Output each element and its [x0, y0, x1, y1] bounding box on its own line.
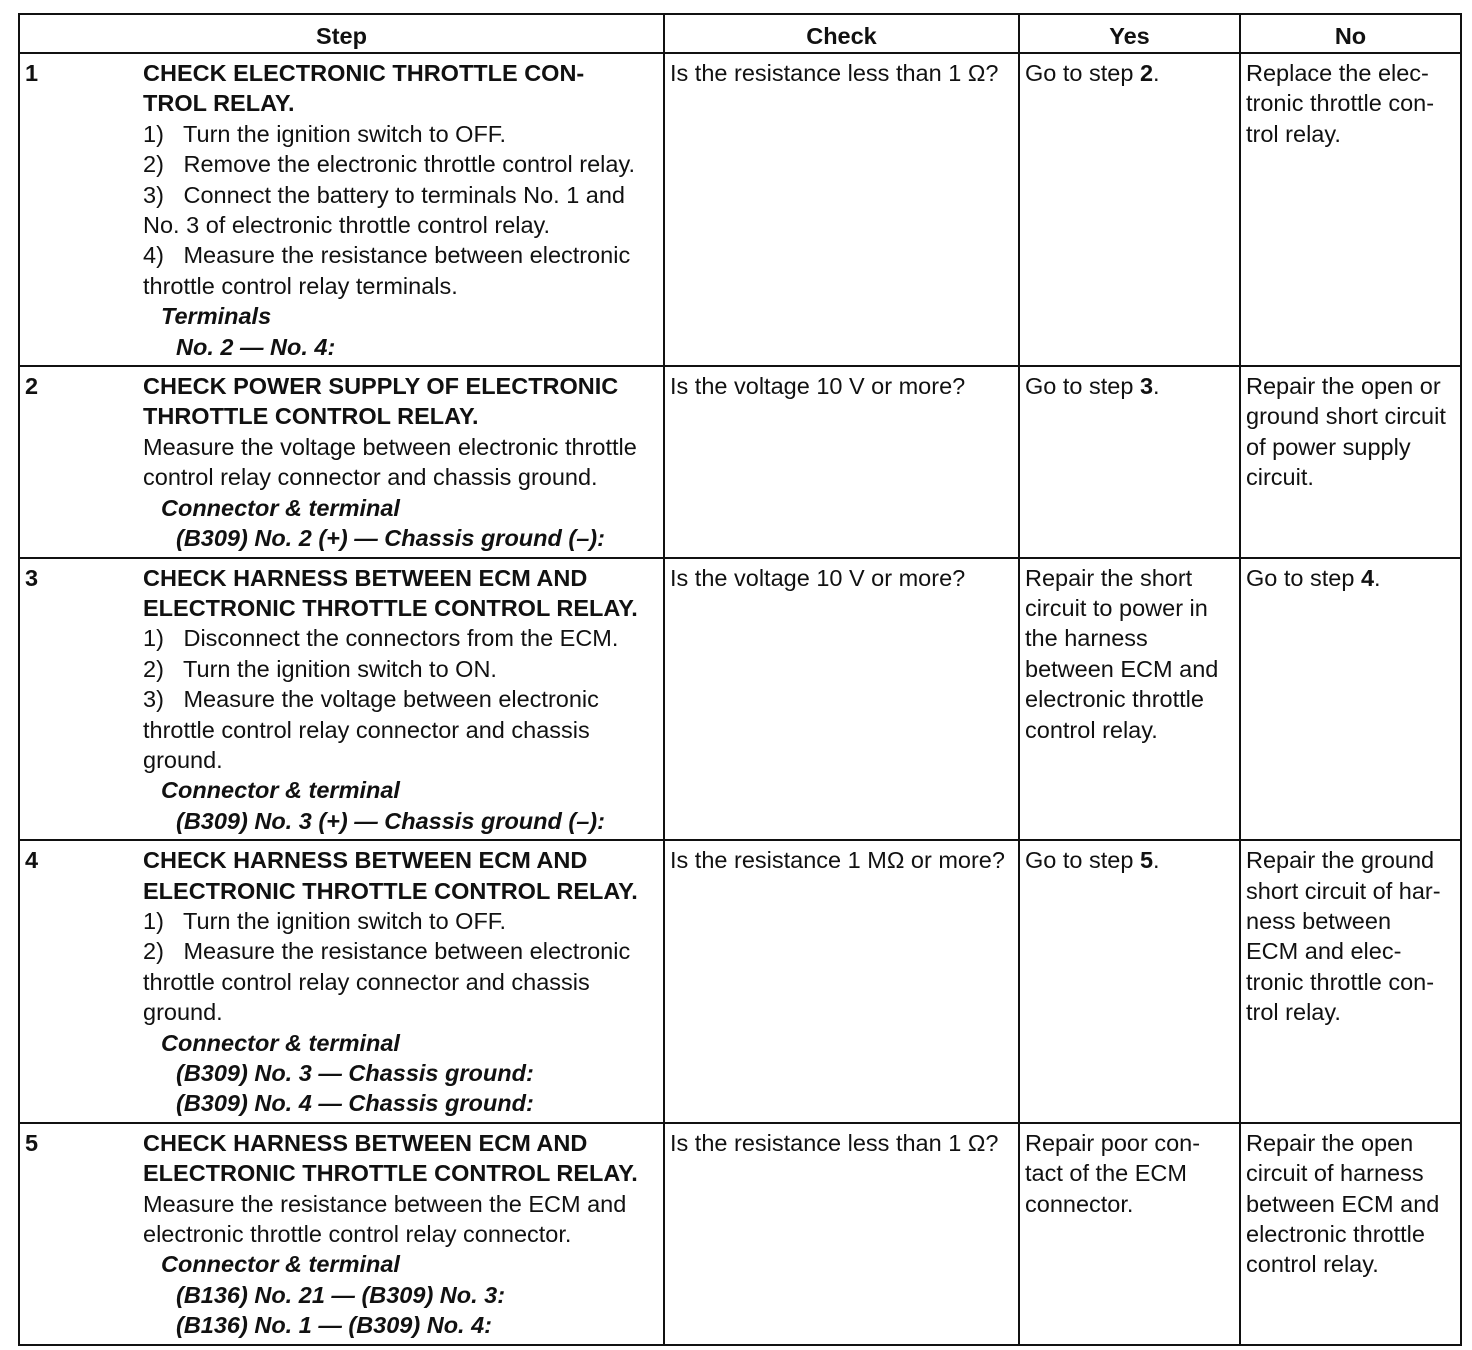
no-text: trol relay. — [1246, 120, 1341, 147]
no-cell — [1240, 558, 1461, 841]
yes-text: Repair poor con- — [1025, 1129, 1201, 1156]
step-instruction: 2) Measure the resistance between electronic — [143, 938, 631, 965]
step-title: CHECK POWER SUPPLY OF ELECTRONIC — [143, 373, 619, 400]
step-title: CHECK HARNESS BETWEEN ECM AND — [143, 847, 588, 874]
check-cell — [664, 53, 1019, 366]
step-instruction: 2) Turn the ignition switch to ON. — [143, 655, 497, 682]
check-cell — [664, 840, 1019, 1123]
table-row — [19, 1123, 1461, 1345]
no-text: Repair the open or — [1246, 373, 1441, 400]
no-text: Go to step 4. — [1246, 564, 1381, 591]
no-text: Repair the ground — [1246, 847, 1435, 874]
spec-value: No. 2 — No. 4: — [176, 333, 336, 360]
no-step-ref: 4 — [1360, 564, 1375, 591]
no-cell — [1240, 1123, 1461, 1345]
table-row — [19, 840, 1461, 1123]
check-text: Is the resistance less than 1 Ω? — [670, 1129, 999, 1156]
step-instruction: 1) Disconnect the connectors from the ECM. — [143, 625, 619, 652]
step-title: THROTTLE CONTROL RELAY. — [143, 403, 479, 430]
yes-text: control relay. — [1025, 716, 1158, 743]
step-instruction: 4) Measure the resistance between electronic — [143, 242, 631, 269]
yes-text: Go to step 5. — [1025, 847, 1160, 874]
check-text: Is the resistance less than 1 Ω? — [670, 60, 999, 86]
step-instruction: throttle control relay terminals. — [143, 272, 458, 299]
yes-text: between ECM and — [1025, 655, 1219, 682]
yes-cell — [1019, 366, 1240, 557]
step-instruction: control relay connector and chassis ground. — [143, 464, 598, 491]
spec-heading: Connector & terminal — [161, 1029, 400, 1056]
spec-value: (B309) No. 2 (+) — Chassis ground (–): — [176, 525, 605, 552]
no-text: trol relay. — [1246, 999, 1341, 1026]
step-title: CHECK HARNESS BETWEEN ECM AND — [143, 564, 588, 591]
step-instruction: 3) Connect the battery to terminals No. 1 and — [143, 181, 626, 208]
step-instruction: 3) Measure the voltage between electronic — [143, 686, 599, 713]
no-text: tronic throttle con- — [1246, 968, 1435, 995]
step-title: ELECTRONIC THROTTLE CONTROL RELAY. — [143, 594, 638, 621]
no-text: circuit of harness — [1246, 1160, 1424, 1187]
yes-step-ref: 2 — [1139, 60, 1154, 86]
spec-heading: Terminals — [161, 303, 272, 330]
step-description — [141, 558, 664, 841]
no-text: tronic throttle con- — [1246, 90, 1435, 117]
step-instruction: throttle control relay connector and chassis — [143, 716, 590, 743]
spec-value: (B309) No. 3 (+) — Chassis ground (–): — [176, 807, 605, 834]
check-text: Is the voltage 10 V or more? — [670, 564, 966, 591]
spec-value: (B309) No. 3 — Chassis ground: — [176, 1060, 534, 1086]
yes-text: electronic throttle — [1025, 686, 1204, 713]
spec-value: (B136) No. 1 — (B309) No. 4: — [176, 1312, 493, 1339]
step-number: 3 — [19, 558, 141, 841]
check-text: Is the resistance 1 MΩ or more? — [670, 847, 1005, 874]
step-instruction: ground. — [143, 746, 223, 773]
no-text: control relay. — [1246, 1251, 1379, 1278]
yes-cell — [1019, 1123, 1240, 1345]
no-text: of power supply — [1246, 433, 1411, 460]
step-instruction: 1) Turn the ignition switch to OFF. — [143, 120, 507, 147]
no-text: short circuit of har- — [1246, 877, 1441, 904]
no-text: ECM and elec- — [1246, 938, 1402, 965]
step-description — [141, 53, 664, 366]
spec-heading: Connector & terminal — [161, 494, 400, 521]
step-instruction: 2) Remove the electronic throttle control relay. — [143, 151, 635, 178]
step-number: 5 — [19, 1123, 141, 1345]
step-number: 2 — [19, 366, 141, 557]
header-yes: Yes — [1019, 14, 1240, 53]
table-body — [19, 53, 1461, 1345]
spec-value: (B136) No. 21 — (B309) No. 3: — [176, 1281, 506, 1308]
yes-cell — [1019, 53, 1240, 366]
spec-heading: Connector & terminal — [161, 777, 400, 804]
step-instruction: Measure the voltage between electronic throttle — [143, 433, 637, 460]
table-row — [19, 53, 1461, 366]
no-text: ground short circuit — [1246, 403, 1446, 430]
no-text: electronic throttle — [1246, 1221, 1425, 1248]
check-cell — [664, 366, 1019, 557]
step-instruction: Measure the resistance between the ECM and — [143, 1190, 627, 1217]
check-cell — [664, 558, 1019, 841]
step-title: CHECK HARNESS BETWEEN ECM AND — [143, 1129, 588, 1156]
step-number: 4 — [19, 840, 141, 1123]
step-instruction: 1) Turn the ignition switch to OFF. — [143, 907, 507, 934]
header-no: No — [1240, 14, 1461, 53]
no-text: Replace the elec- — [1246, 60, 1429, 86]
yes-text: the harness — [1025, 625, 1148, 652]
check-cell — [664, 1123, 1019, 1345]
yes-step-ref: 3 — [1139, 373, 1154, 400]
no-cell — [1240, 366, 1461, 557]
spec-heading: Connector & terminal — [161, 1251, 400, 1278]
step-number: 1 — [19, 53, 141, 366]
table-row — [19, 366, 1461, 557]
header-check: Check — [664, 14, 1019, 53]
step-instruction: ground. — [143, 999, 223, 1026]
step-title: ELECTRONIC THROTTLE CONTROL RELAY. — [143, 1160, 638, 1187]
step-instruction: throttle control relay connector and chassis — [143, 968, 590, 995]
check-text: Is the voltage 10 V or more? — [670, 373, 966, 400]
no-text: between ECM and — [1246, 1190, 1440, 1217]
step-instruction: No. 3 of electronic throttle control relay. — [143, 212, 551, 239]
no-text: circuit. — [1246, 464, 1314, 491]
step-instruction: electronic throttle control relay connector. — [143, 1221, 572, 1248]
no-cell — [1240, 53, 1461, 366]
step-description — [141, 840, 664, 1123]
yes-text: Go to step 2. — [1025, 60, 1160, 86]
header-step: Step — [19, 14, 664, 53]
diagnostic-table — [18, 13, 1462, 1346]
yes-cell — [1019, 840, 1240, 1123]
yes-cell — [1019, 558, 1240, 841]
step-description — [141, 366, 664, 557]
step-title: TROL RELAY. — [143, 90, 295, 117]
yes-text: circuit to power in — [1025, 594, 1208, 621]
spec-value: (B309) No. 4 — Chassis ground: — [176, 1090, 534, 1117]
step-title: ELECTRONIC THROTTLE CONTROL RELAY. — [143, 877, 638, 904]
no-text: ness between — [1246, 907, 1392, 934]
yes-step-ref: 5 — [1139, 847, 1154, 874]
yes-text: connector. — [1025, 1190, 1134, 1217]
yes-text: tact of the ECM — [1025, 1160, 1187, 1187]
no-text: Repair the open — [1246, 1129, 1414, 1156]
yes-text: Repair the short — [1025, 564, 1193, 591]
header-row — [19, 14, 1461, 53]
table-row — [19, 558, 1461, 841]
yes-text: Go to step 3. — [1025, 373, 1160, 400]
step-description — [141, 1123, 664, 1345]
step-title: CHECK ELECTRONIC THROTTLE CON- — [143, 60, 585, 86]
no-cell — [1240, 840, 1461, 1123]
